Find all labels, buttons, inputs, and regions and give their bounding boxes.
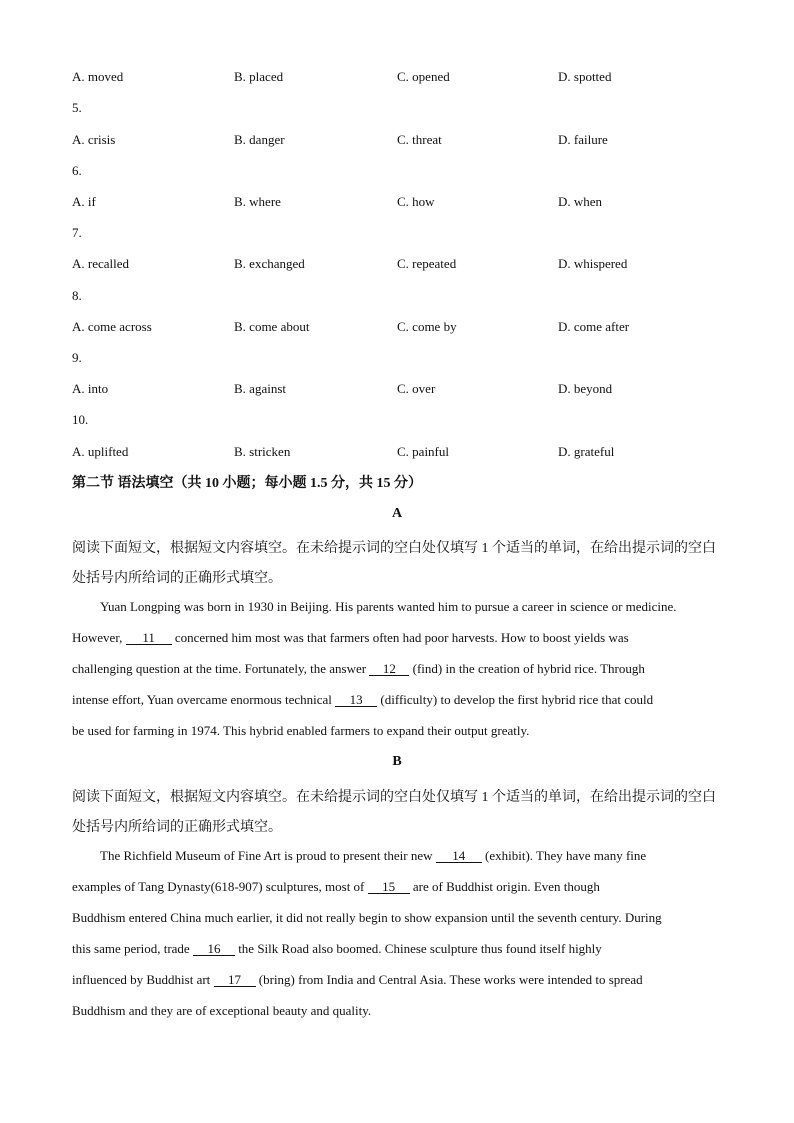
option-a: A. into xyxy=(72,381,109,396)
passage-line xyxy=(72,692,653,708)
option-row xyxy=(72,444,732,462)
fill-in-blank[interactable]: 11 xyxy=(126,631,172,645)
question-number: 5. xyxy=(72,100,82,115)
option-b: B. danger xyxy=(234,132,285,147)
option-row xyxy=(72,132,732,150)
option-row xyxy=(72,381,732,399)
option-a: A. recalled xyxy=(72,256,130,271)
passage-text: the Silk Road also boomed. Chinese sculpture thus found itself highly xyxy=(234,941,602,956)
passage-line xyxy=(72,723,529,739)
part-b-instruction-line2: 处括号内所给词的正确形式填空。 xyxy=(72,820,282,835)
option-d: D. come after xyxy=(558,319,630,334)
part-b-letter: B xyxy=(392,754,402,769)
question-number: 6. xyxy=(72,163,82,178)
fill-in-blank[interactable]: 14 xyxy=(436,849,482,863)
option-a: A. crisis xyxy=(72,132,116,147)
fill-in-blank[interactable]: 15 xyxy=(368,880,410,894)
option-d: D. spotted xyxy=(558,69,612,84)
passage-text: (exhibit). They have many fine xyxy=(481,848,647,863)
passage-line xyxy=(72,972,643,988)
option-row xyxy=(72,194,732,212)
option-d: D. when xyxy=(558,194,603,209)
option-a: A. if xyxy=(72,194,96,209)
option-c: C. painful xyxy=(397,444,449,459)
fill-in-blank[interactable]: 16 xyxy=(193,942,235,956)
passage-text: (bring) from India and Central Asia. These works were intended to spread xyxy=(255,972,643,987)
passage-line xyxy=(72,941,602,957)
part-a-instruction-line2: 处括号内所给词的正确形式填空。 xyxy=(72,571,282,586)
passage-text: challenging question at the time. Fortunately, the answer xyxy=(72,661,370,676)
passage-line xyxy=(72,1003,371,1019)
option-c: C. repeated xyxy=(397,256,457,271)
passage-line xyxy=(72,879,600,895)
passage-text: However, xyxy=(72,630,126,645)
option-a: A. moved xyxy=(72,69,124,84)
question-number: 9. xyxy=(72,350,82,365)
option-a: A. come across xyxy=(72,319,152,334)
passage-text: Yuan Longping was born in 1930 in Beijing. His parents wanted him to pursue a career in science or medicine. xyxy=(100,599,677,614)
option-c: C. how xyxy=(397,194,435,209)
passage-text: be used for farming in 1974. This hybrid enabled farmers to expand their output greatly. xyxy=(72,723,530,738)
passage-line xyxy=(72,661,645,677)
passage-text: influenced by Buddhist art xyxy=(72,972,214,987)
option-c: C. come by xyxy=(397,319,457,334)
passage-line xyxy=(100,848,646,864)
option-c: C. threat xyxy=(397,132,442,147)
option-row xyxy=(72,69,732,87)
passage-text: Buddhism and they are of exceptional beauty and quality. xyxy=(72,1003,372,1018)
passage-line xyxy=(72,910,662,926)
option-row xyxy=(72,319,732,337)
option-b: B. come about xyxy=(234,319,310,334)
passage-text: (difficulty) to develop the first hybrid rice that could xyxy=(377,692,654,707)
section-title: 第二节 语法填空（共 10 小题；每小题 1.5 分，共 15 分） xyxy=(72,476,422,491)
option-d: D. beyond xyxy=(558,381,613,396)
part-a-instruction-line1: 阅读下面短文，根据短文内容填空。在未给提示词的空白处仅填写 1 个适当的单词，在给出提示词的空白 xyxy=(72,541,716,556)
option-d: D. whispered xyxy=(558,256,628,271)
passage-line xyxy=(72,630,629,646)
question-number: 10. xyxy=(72,412,89,427)
fill-in-blank[interactable]: 12 xyxy=(369,662,409,676)
passage-text: are of Buddhist origin. Even though xyxy=(409,879,600,894)
question-number: 7. xyxy=(72,225,82,240)
option-row xyxy=(72,256,732,274)
option-d: D. failure xyxy=(558,132,608,147)
option-b: B. stricken xyxy=(234,444,291,459)
passage-text: intense effort, Yuan overcame enormous technical xyxy=(72,692,336,707)
option-b: B. against xyxy=(234,381,286,396)
passage-text: The Richfield Museum of Fine Art is proud to present their new xyxy=(100,848,436,863)
option-d: D. grateful xyxy=(558,444,615,459)
option-b: B. where xyxy=(234,194,281,209)
option-c: C. opened xyxy=(397,69,450,84)
part-b-instruction-line1: 阅读下面短文，根据短文内容填空。在未给提示词的空白处仅填写 1 个适当的单词，在给出提示词的空白 xyxy=(72,790,716,805)
passage-text: (find) in the creation of hybrid rice. Through xyxy=(409,661,645,676)
passage-text: examples of Tang Dynasty(618-907) sculptures, most of xyxy=(72,879,368,894)
fill-in-blank[interactable]: 17 xyxy=(214,973,256,987)
passage-text: Buddhism entered China much earlier, it did not really begin to show expansion until the seventh century. During xyxy=(72,910,662,925)
question-number: 8. xyxy=(72,288,82,303)
option-b: B. placed xyxy=(234,69,284,84)
part-a-letter: A xyxy=(391,506,403,521)
fill-in-blank[interactable]: 13 xyxy=(335,693,377,707)
passage-line xyxy=(100,599,677,615)
passage-text: this same period, trade xyxy=(72,941,193,956)
passage-text: concerned him most was that farmers often had poor harvests. How to boost yields was xyxy=(171,630,629,645)
option-a: A. uplifted xyxy=(72,444,129,459)
option-c: C. over xyxy=(397,381,436,396)
option-b: B. exchanged xyxy=(234,256,305,271)
